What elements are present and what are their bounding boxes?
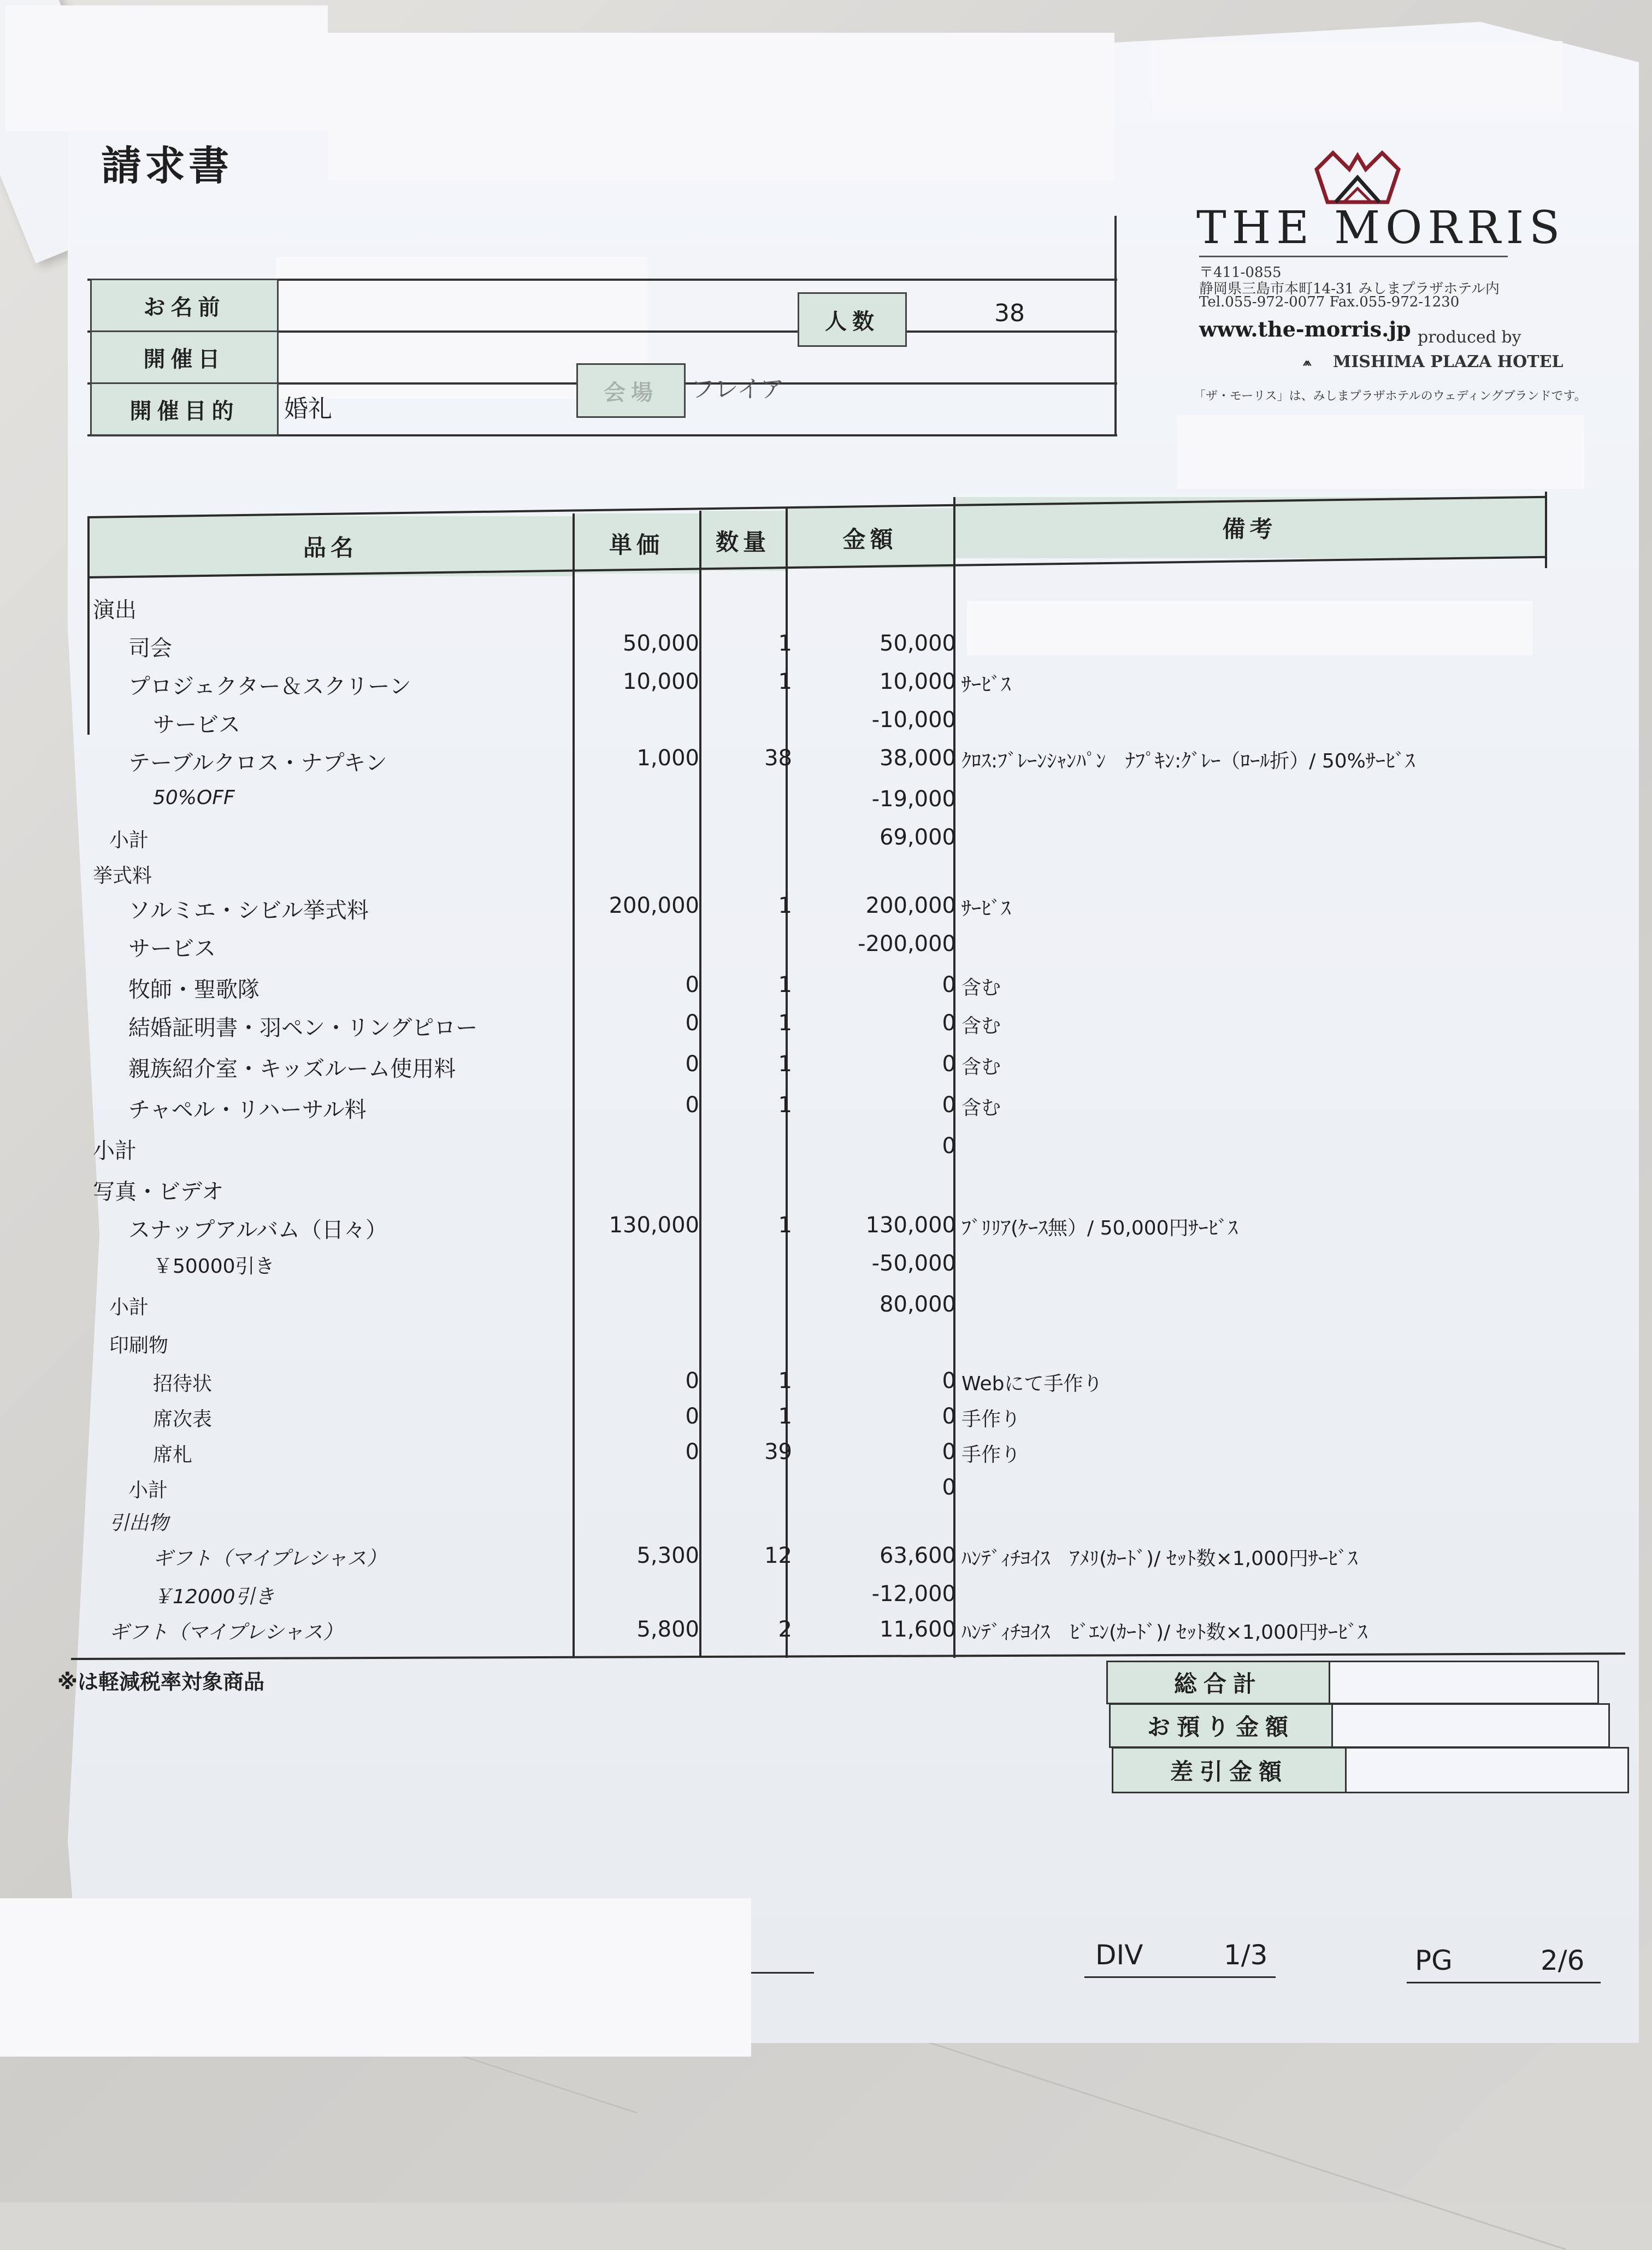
hotel-url: www.the-morris.jp [1199,317,1411,341]
amount-cell: -200,000 [858,931,956,956]
remarks-cell: 含む [961,1097,1001,1119]
amount-cell: 50,000 [880,631,956,656]
deposit-value [1331,1703,1610,1748]
remarks-cell: ｸﾛｽ:ﾌﾞﾚｰﾝｼｬﾝﾊﾟﾝ ﾅﾌﾟｷﾝ:ｸﾞﾚｰ（ﾛｰﾙ折）/ 50%ｻｰﾋﾞｽ [961,750,1415,772]
grand-total-value [1329,1661,1599,1704]
item-name-cell: 親族紹介室・キッズルーム使用料 [128,1056,456,1082]
table-row [0,593,1652,631]
amount-cell: 80,000 [880,1292,956,1317]
table-row [0,1404,1652,1442]
amount-cell: 10,000 [880,669,956,694]
quantity-cell: 1 [778,1092,792,1118]
unit-price-cell: 10,000 [623,669,699,694]
remarks-cell: ﾊﾝﾃﾞｨﾁﾖｲｽ ｱﾒﾘ(ｶｰﾄﾞ)/ ｾｯﾄ数×1,000円ｻｰﾋﾞｽ [961,1548,1358,1570]
remarks-cell: ﾌﾞﾘﾘｱ(ｹｰｽ無）/ 50,000円ｻｰﾋﾞｽ [961,1217,1238,1239]
table-row [0,746,1652,784]
amount-cell: -12,000 [871,1581,956,1607]
guests-value: 38 [994,299,1025,327]
unit-price-cell: 200,000 [609,893,699,918]
table-row [0,1617,1652,1655]
quantity-cell: 1 [778,893,792,918]
amount-cell: 69,000 [880,825,956,850]
col-header-unit-price: 単価 [574,513,699,574]
item-name-cell: 小計 [109,829,149,852]
quantity-cell: 2 [778,1617,792,1642]
table-row [0,1052,1652,1090]
date-label: 開催日 [90,330,279,384]
balance-label: 差引金額 [1112,1747,1347,1793]
table-row [0,787,1652,825]
unit-price-cell: 0 [685,972,699,997]
table-row [0,1011,1652,1049]
remarks-cell: ｻｰﾋﾞｽ [961,674,1011,696]
grand-total-label: 総合計 [1106,1661,1330,1704]
unit-price-cell: 5,800 [636,1617,699,1642]
unit-price-cell: 0 [685,1368,699,1393]
item-name-cell: ￥50000引き [153,1255,275,1278]
balance-value [1345,1747,1629,1793]
amount-cell: 0 [942,1052,956,1077]
amount-cell: 200,000 [865,893,956,918]
amount-cell: 0 [942,1439,956,1464]
item-name-cell: 小計 [93,1138,137,1164]
produced-by-label: produced by [1418,328,1521,347]
unit-price-cell: 0 [685,1052,699,1077]
col-header-quantity: 数量 [699,511,787,571]
remarks-cell: ｻｰﾋﾞｽ [961,897,1011,920]
table-row [0,1292,1652,1330]
hotel-name: THE MORRIS [1196,202,1566,254]
unit-price-cell: 0 [685,1439,699,1464]
document-title: 請求書 [101,143,232,190]
hotel-phone-fax: Tel.055-972-0077 Fax.055-972-1230 [1199,294,1460,310]
unit-price-cell: 5,300 [636,1543,699,1568]
col-header-item: 品名 [87,516,574,576]
amount-cell: 0 [942,972,956,997]
redaction-block [328,33,1114,180]
table-row [0,1213,1652,1251]
quantity-cell: 12 [764,1543,792,1568]
item-name-cell: 牧師・聖歌隊 [128,977,259,1002]
table-row [0,1330,1652,1368]
table-row [0,1368,1652,1407]
table-row [0,669,1652,707]
quantity-cell: 39 [764,1439,792,1464]
unit-price-cell: 0 [685,1404,699,1429]
quantity-cell: 1 [778,972,792,997]
table-row [0,1092,1652,1131]
table-row [0,1439,1652,1478]
quantity-cell: 1 [778,669,792,694]
item-name-cell: ソルミエ・シビル挙式料 [128,898,369,923]
amount-cell: -50,000 [871,1251,956,1276]
amount-cell: 0 [942,1368,956,1393]
item-name-cell: 席札 [153,1444,193,1466]
amount-cell: 0 [942,1475,956,1500]
amount-cell: -19,000 [871,787,956,812]
redaction-block [1177,415,1584,489]
table-rule [1545,492,1547,568]
redaction-block [1153,41,1562,112]
amount-cell: -10,000 [871,707,956,733]
item-name-cell: ￥12000引き [153,1586,275,1608]
quantity-cell: 1 [778,1368,792,1393]
table-row [0,1543,1652,1581]
item-name-cell: プロジェクター＆スクリーン [128,674,411,699]
item-name-cell: 結婚証明書・羽ペン・リングピロー [128,1015,478,1041]
purpose-label: 開催目的 [90,382,279,436]
redaction-block [5,5,328,131]
div-value: 1/3 [1224,1939,1268,1971]
item-name-cell: 小計 [128,1479,168,1502]
table-row [0,631,1652,669]
remarks-cell: 含む [961,1056,1001,1078]
footer-rule [1407,1982,1601,1983]
name-label: お名前 [90,279,279,332]
quantity-cell: 1 [778,631,792,656]
quantity-cell: 1 [778,1213,792,1238]
remarks-cell: 手作り [961,1408,1021,1431]
quantity-cell: 38 [764,746,792,771]
amount-cell: 0 [942,1133,956,1159]
purpose-value: 婚礼 [284,395,332,423]
morris-crown-logo [1311,147,1404,208]
hotel-tagline: 「ザ・モーリス」は、みしまプラザホテルのウェディングブランドです。 [1194,389,1586,403]
item-name-cell: スナップアルバム（日々） [128,1218,387,1243]
table-row [0,1251,1652,1289]
item-name-cell: 司会 [128,636,172,661]
item-name-cell: 小計 [109,1296,149,1319]
item-name-cell: ギフト（マイプレシャス） [153,1548,387,1570]
quantity-cell: 1 [778,1052,792,1077]
venue-label: 会場 [576,363,686,418]
remarks-cell: 含む [961,1015,1001,1037]
item-name-cell: 席次表 [153,1408,213,1431]
col-header-amount: 金額 [787,508,953,568]
amount-cell: 0 [942,1404,956,1429]
pg-value: 2/6 [1541,1945,1585,1976]
table-row [0,1133,1652,1172]
table-row [0,825,1652,863]
venue-value: フレイア [691,375,784,403]
table-row [0,1508,1652,1546]
item-name-cell: 印刷物 [109,1334,169,1357]
quantity-cell: 1 [778,1404,792,1429]
deposit-label: お預り金額 [1109,1703,1333,1748]
item-name-cell: ギフト（マイプレシャス） [109,1621,343,1644]
table-row [0,1174,1652,1213]
amount-cell: 0 [942,1011,956,1036]
unit-price-cell: 0 [685,1092,699,1118]
item-name-cell: 挙式料 [93,865,152,887]
mishima-plaza-icon: ⩕ [1303,355,1312,368]
item-name-cell: サービス [128,936,216,961]
amount-cell: 0 [942,1092,956,1118]
guests-label: 人数 [798,292,907,347]
remarks-cell: Webにて手作り [961,1373,1103,1395]
unit-price-cell: 1,000 [636,746,699,771]
pg-label: PG [1415,1945,1453,1976]
table-row [0,1581,1652,1620]
unit-price-cell: 50,000 [623,631,699,656]
amount-cell: 63,600 [880,1543,956,1568]
remarks-cell: 含む [961,977,1001,999]
amount-cell: 11,600 [880,1617,956,1642]
div-label: DIV [1095,1939,1143,1971]
footer-rule [751,1972,814,1974]
remarks-cell: 手作り [961,1444,1021,1466]
table-row [0,707,1652,746]
table-row [0,972,1652,1011]
logo-rule [1199,256,1508,257]
quantity-cell: 1 [778,1011,792,1036]
item-name-cell: サービス [153,712,240,737]
table-row [0,893,1652,931]
col-header-remarks: 備考 [953,497,1546,558]
table-row [0,931,1652,970]
item-name-cell: 招待状 [153,1373,213,1395]
remarks-cell: ﾊﾝﾃﾞｨﾁﾖｲｽ ﾋﾞｴﾝ(ｶｰﾄﾞ)/ ｾｯﾄ数×1,000円ｻｰﾋﾞｽ [961,1621,1367,1644]
hotel-postal: 〒411-0855 [1199,264,1282,281]
hotel-address: 静岡県三島市本町14-31 みしまプラザホテル内 [1199,281,1500,297]
item-name-cell: 写真・ビデオ [93,1179,224,1204]
footer-rule [1084,1976,1276,1978]
item-name-cell: チャペル・リハーサル料 [128,1097,367,1123]
unit-price-cell: 0 [685,1011,699,1036]
amount-cell: 130,000 [865,1213,956,1238]
item-name-cell: テーブルクロス・ナプキン [128,751,387,776]
redaction-block [0,1898,751,2057]
item-name-cell: 引出物 [109,1512,169,1534]
amount-cell: 38,000 [880,746,956,771]
parent-hotel-name: MISHIMA PLAZA HOTEL [1333,352,1564,371]
item-name-cell: 50%OFF [153,787,235,809]
reduced-tax-note: ※は軽減税率対象商品 [57,1670,264,1694]
unit-price-cell: 130,000 [609,1213,699,1238]
header-rule [1114,216,1117,434]
item-name-cell: 演出 [93,598,137,623]
